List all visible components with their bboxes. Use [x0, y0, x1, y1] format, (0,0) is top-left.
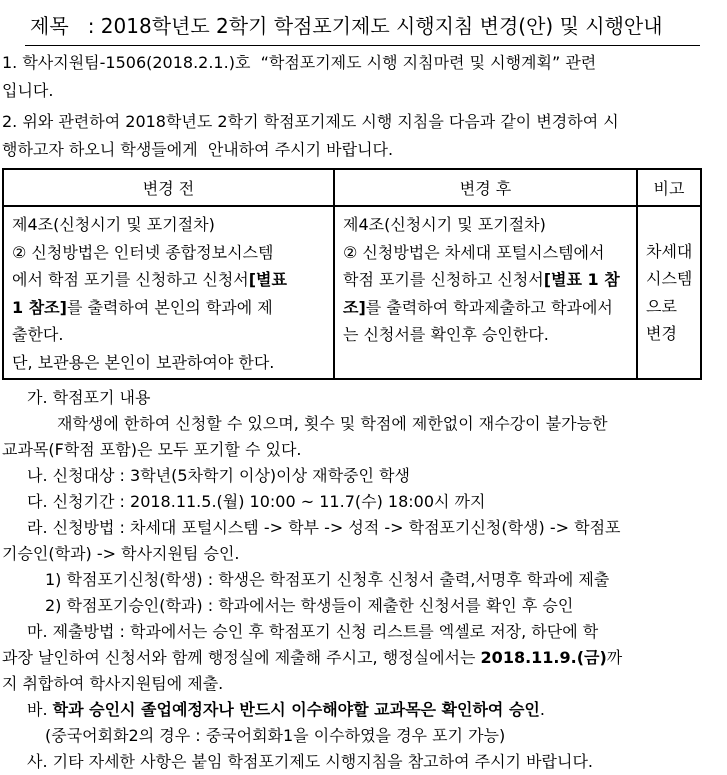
text-line	[2, 49, 727, 77]
text-line	[646, 238, 696, 266]
text: 사. 기타 자세한 사항은 붙임 학점포기제도 시행지침을 참고하여 주시기 바랍니다.	[27, 752, 593, 771]
text: 기승인(학과) -> 학사지원팀 승인.	[2, 544, 240, 563]
text-line	[343, 239, 630, 267]
text: ② 신청방법은 차세대 포털시스템에서	[343, 242, 605, 262]
text-line	[2, 697, 727, 723]
intro-paragraph-2	[2, 108, 727, 164]
guideline-list	[2, 385, 727, 775]
text: 는 신청서를 확인후 승인한다.	[343, 325, 549, 344]
text: 를 출력하여 본인의 학과에 제	[66, 297, 273, 317]
text-line	[343, 321, 630, 349]
text: 행하고자 하오니 학생들에게 안내하여 주시기 바랍니다.	[2, 140, 394, 159]
text: 학점 포기를 신청하고 신청서	[343, 270, 544, 289]
text-line	[12, 294, 327, 322]
bold-text: 조]	[343, 297, 366, 317]
text: 과장 날인하여 신청서와 함께 행정실에 제출해 주시고, 행정실에서는	[2, 648, 481, 667]
text-line	[12, 211, 327, 239]
intro-paragraph-1	[2, 49, 727, 105]
cell-after-change	[334, 206, 637, 379]
text-line	[2, 593, 727, 619]
text: 바.	[27, 700, 53, 719]
text-line	[2, 515, 727, 541]
document-page	[0, 8, 727, 775]
text: 출한다.	[12, 325, 64, 344]
text: 까	[606, 648, 623, 667]
text-line	[2, 385, 727, 411]
column-header-before-change: 변경 전	[3, 169, 334, 206]
bold-text: 2018.11.9.(금)	[480, 648, 607, 667]
text-line	[2, 671, 727, 697]
text: 를 출력하여 학과제출하고 학과에서	[365, 297, 613, 317]
cell-note	[637, 206, 701, 379]
document-title: 제목 : 2018학년도 2학기 학점포기제도 시행지침 변경(안) 및 시행안내	[25, 8, 700, 46]
column-header-note: 비고	[637, 169, 701, 206]
bold-text: 1 참조]	[12, 297, 67, 317]
text: 차세대	[646, 241, 693, 261]
text: 2. 위와 관련하여 2018학년도 2학기 학점포기제도 시행 지침을 다음과 같이 변경하여 시	[2, 112, 619, 131]
text: 1) 학점포기신청(학생) : 학생은 학점포기 신청후 신청서 출력,서명후 학과에 제출	[45, 570, 610, 589]
text-line	[646, 265, 696, 293]
text: 2) 학점포기승인(학과) : 학과에서는 학생들이 제출한 신청서를 확인 후 승인	[45, 596, 574, 615]
text: 가. 학점포기 내용	[27, 388, 151, 407]
text-line	[646, 293, 696, 321]
text-line	[2, 723, 727, 749]
text: 다. 신청기간 : 2018.11.5.(월) 10:00 ~ 11.7(수) 18:00시 까지	[27, 492, 486, 511]
text: 마. 제출방법 : 학과에서는 승인 후 학점포기 신청 리스트를 엑셀로 저장, 하단에 학	[27, 622, 599, 641]
text-line	[2, 136, 727, 164]
text-line	[12, 266, 327, 294]
text: (중국어회화2의 경우 : 중국어회화1을 이수하였을 경우 포기 가능)	[45, 726, 506, 745]
text-line	[12, 239, 327, 267]
text-line	[646, 320, 696, 348]
text: 제4조(신청시기 및 포기절차)	[12, 215, 215, 234]
text-line	[12, 349, 327, 377]
text: .	[539, 700, 545, 719]
text: 나. 신청대상 : 3학년(5차학기 이상)이상 재학중인 학생	[27, 466, 410, 485]
text-line	[343, 211, 630, 239]
table-header-row	[3, 169, 701, 206]
text-line	[2, 567, 727, 593]
text: 입니다.	[2, 81, 54, 100]
change-comparison-table	[2, 168, 702, 380]
text-line	[2, 411, 727, 437]
text: 변경	[646, 324, 677, 343]
text: 으로	[646, 296, 677, 316]
cell-before-change	[3, 206, 334, 379]
text-line	[2, 108, 727, 136]
text-line	[2, 541, 727, 567]
text: 에서 학점 포기를 신청하고 신청서	[12, 270, 249, 289]
text: 라. 신청방법 : 차세대 포털시스템 -> 학부 -> 성적 -> 학점포기신청(학생) -> 학점포	[27, 518, 621, 537]
text: 1. 학사지원팀-1506(2018.2.1.)호 “학점포기제도 시행 지침마련 및 시행계획” 관련	[2, 53, 597, 72]
bold-text: [별표 1 참	[543, 270, 620, 289]
text-line	[2, 489, 727, 515]
text-line	[2, 619, 727, 645]
text-line	[2, 645, 727, 671]
bold-text: [별표	[248, 270, 287, 289]
text: 시스템	[646, 269, 693, 288]
text-line	[343, 294, 630, 322]
text-line	[12, 321, 327, 349]
text-line	[2, 463, 727, 489]
text: 제4조(신청시기 및 포기절차)	[343, 215, 546, 234]
text-line	[343, 266, 630, 294]
text: ② 신청방법은 인터넷 종합정보시스템	[12, 242, 274, 262]
text: 단, 보관용은 본인이 보관하여야 한다.	[12, 352, 275, 372]
text-line	[2, 77, 727, 105]
table-body-row	[3, 206, 701, 379]
column-header-after-change: 변경 후	[334, 169, 637, 206]
text: 재학생에 한하여 신청할 수 있으며, 횟수 및 학점에 제한없이 재수강이 불가능한	[57, 414, 608, 433]
bold-text: 학과 승인시 졸업예정자나 반드시 이수해야할 교과목은 확인하여 승인	[52, 700, 540, 719]
text-line	[2, 437, 727, 463]
text: 교과목(F학점 포함)은 모두 포기할 수 있다.	[2, 440, 302, 459]
text: 지 취합하여 학사지원팀에 제출.	[2, 674, 224, 693]
